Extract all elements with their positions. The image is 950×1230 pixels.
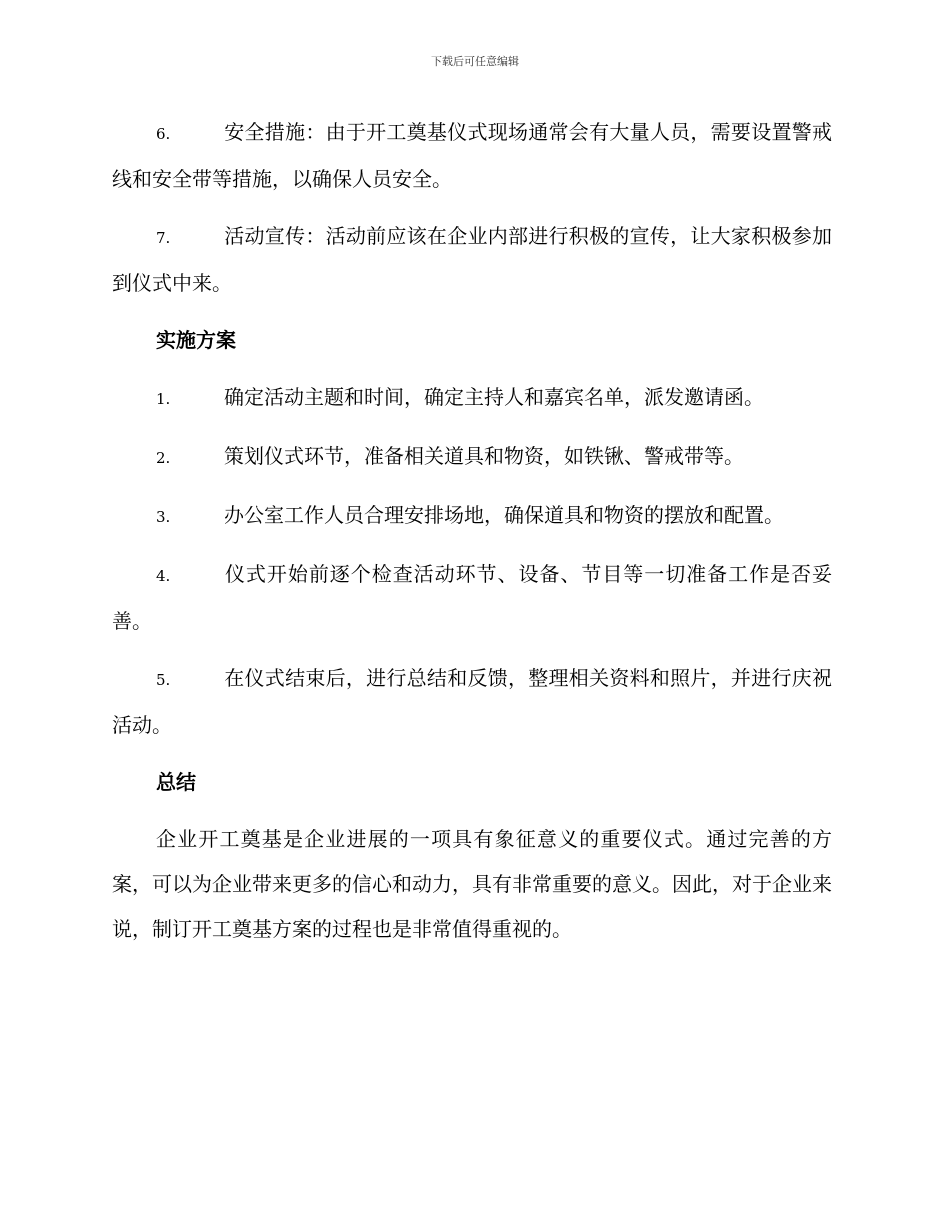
- list-item: [112, 656, 832, 748]
- item-text: 活动宣传：活动前应该在企业内部进行积极的宣传，让大家积极参加到仪式中来。: [112, 224, 832, 295]
- item-text: 确定活动主题和时间，确定主持人和嘉宾名单，派发邀请函。: [224, 385, 764, 409]
- summary-paragraph: 企业开工奠基是企业进展的一项具有象征意义的重要仪式。通过完善的方案，可以为企业带来更多的信心和动力，具有非常重要的意义。因此，对于企业来说，制订开工奠基方案的过程也是非常值得重视的。: [112, 827, 832, 941]
- header-note: 下载后可任意编辑: [431, 55, 519, 68]
- section-heading-implementation: 实施方案: [156, 328, 236, 352]
- list-item: [112, 214, 832, 306]
- item-text: 办公室工作人员合理安排场地，确保道具和物资的摆放和配置。: [224, 503, 784, 527]
- document-body: [112, 110, 832, 952]
- item-text: 安全措施：由于开工奠基仪式现场通常会有大量人员，需要设置警戒线和安全带等措施，以确保人员安全。: [112, 120, 832, 191]
- item-text: 策划仪式环节，准备相关道具和物资，如铁锹、警戒带等。: [224, 444, 744, 468]
- list-item: [112, 552, 832, 644]
- section-heading-summary: 总结: [156, 770, 196, 794]
- list-item: [112, 493, 832, 540]
- list-item: [112, 434, 832, 481]
- item-number: 6.: [156, 125, 171, 143]
- item-number: 5.: [156, 671, 171, 689]
- item-number: 1.: [156, 390, 171, 408]
- item-text: 在仪式结束后，进行总结和反馈，整理相关资料和照片，并进行庆祝活动。: [112, 666, 832, 737]
- item-text: 仪式开始前逐个检查活动环节、设备、节目等一切准备工作是否妥善。: [112, 562, 832, 633]
- item-number: 2.: [156, 449, 171, 467]
- item-number: 4.: [156, 567, 171, 585]
- item-number: 3.: [156, 508, 171, 526]
- item-number: 7.: [156, 229, 171, 247]
- list-item: [112, 110, 832, 202]
- list-item: [112, 375, 832, 422]
